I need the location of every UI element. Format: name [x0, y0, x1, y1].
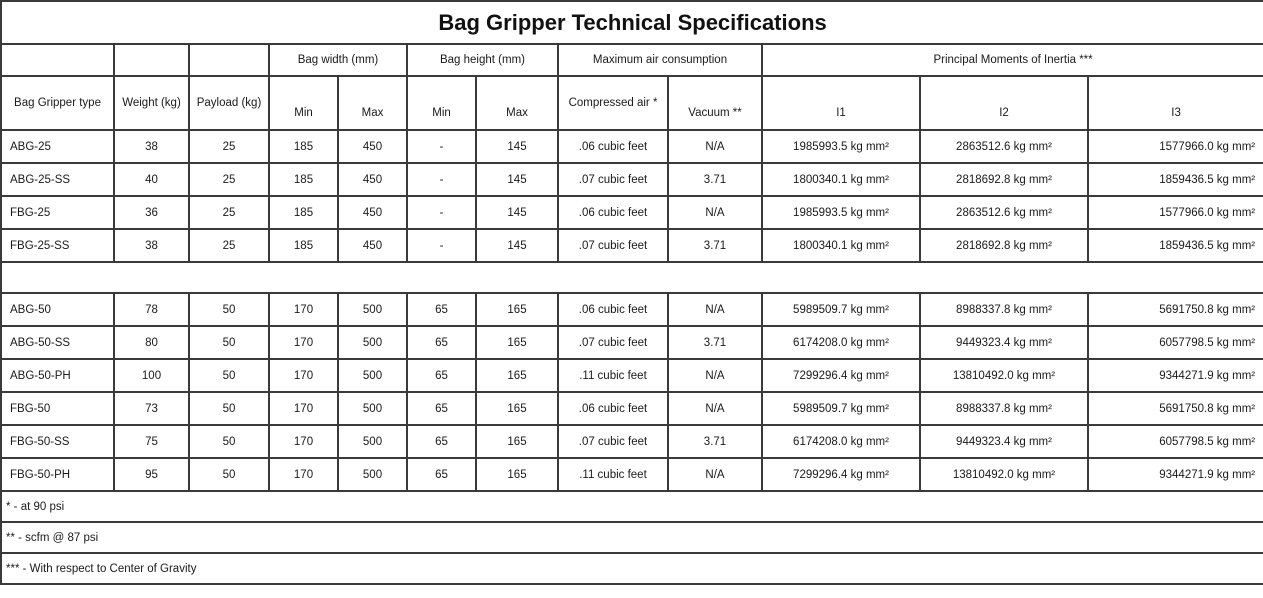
note-row: [1, 491, 1263, 522]
width-max-cell: 500: [338, 359, 407, 392]
i3-cell: 5691750.8 kg mm²: [1088, 293, 1263, 326]
i1-cell: 7299296.4 kg mm²: [762, 359, 920, 392]
i2-cell: 9449323.4 kg mm²: [920, 326, 1088, 359]
i1-cell: 1985993.5 kg mm²: [762, 196, 920, 229]
vacuum-cell: 3.71: [668, 229, 762, 262]
payload-header: Payload (kg): [189, 76, 269, 130]
note-1: * - at 90 psi: [1, 491, 1263, 522]
spacer-row: [1, 262, 1263, 293]
spacer-cell: [1, 262, 1263, 293]
i2-cell: 8988337.8 kg mm²: [920, 293, 1088, 326]
air-consumption-header: Maximum air consumption: [558, 44, 762, 76]
i3-cell: 6057798.5 kg mm²: [1088, 425, 1263, 458]
table-row: [1, 326, 1263, 359]
payload-cell: 50: [189, 458, 269, 491]
i2-cell: 13810492.0 kg mm²: [920, 359, 1088, 392]
i2-header: I2: [920, 76, 1088, 130]
title-row: [1, 1, 1263, 44]
height-min-cell: 65: [407, 458, 476, 491]
table-row: [1, 163, 1263, 196]
i3-cell: 1577966.0 kg mm²: [1088, 196, 1263, 229]
height-min-cell: 65: [407, 425, 476, 458]
weight-header: Weight (kg): [114, 76, 189, 130]
vacuum-cell: N/A: [668, 458, 762, 491]
weight-cell: 75: [114, 425, 189, 458]
i3-cell: 1859436.5 kg mm²: [1088, 163, 1263, 196]
height-max-cell: 145: [476, 130, 558, 163]
vacuum-header: Vacuum **: [668, 76, 762, 130]
compressed-air-cell: .11 cubic feet: [558, 458, 668, 491]
width-max-cell: 500: [338, 326, 407, 359]
width-min-cell: 170: [269, 425, 338, 458]
i1-cell: 6174208.0 kg mm²: [762, 326, 920, 359]
weight-cell: 100: [114, 359, 189, 392]
table-title: Bag Gripper Technical Specifications: [1, 1, 1263, 44]
height-max-cell: 165: [476, 359, 558, 392]
group-header-empty: [114, 44, 189, 76]
type-cell: ABG-50-SS: [1, 326, 114, 359]
group-25-body: [1, 130, 1263, 262]
width-max-cell: 500: [338, 293, 407, 326]
height-max-cell: 145: [476, 163, 558, 196]
height-min-cell: 65: [407, 293, 476, 326]
table-row: [1, 130, 1263, 163]
weight-cell: 80: [114, 326, 189, 359]
width-max-cell: 500: [338, 458, 407, 491]
i1-cell: 1800340.1 kg mm²: [762, 163, 920, 196]
i2-cell: 9449323.4 kg mm²: [920, 425, 1088, 458]
i2-cell: 2818692.8 kg mm²: [920, 163, 1088, 196]
table-row: [1, 359, 1263, 392]
vacuum-cell: N/A: [668, 359, 762, 392]
note-row: [1, 553, 1263, 584]
vacuum-cell: 3.71: [668, 326, 762, 359]
group-50-body: [1, 293, 1263, 491]
table-row: [1, 196, 1263, 229]
payload-cell: 50: [189, 425, 269, 458]
i2-cell: 2863512.6 kg mm²: [920, 130, 1088, 163]
i3-cell: 9344271.9 kg mm²: [1088, 458, 1263, 491]
vacuum-cell: N/A: [668, 293, 762, 326]
height-min-cell: 65: [407, 359, 476, 392]
compressed-air-cell: .07 cubic feet: [558, 229, 668, 262]
i1-cell: 1800340.1 kg mm²: [762, 229, 920, 262]
width-max-cell: 500: [338, 392, 407, 425]
note-2: ** - scfm @ 87 psi: [1, 522, 1263, 553]
i2-cell: 8988337.8 kg mm²: [920, 392, 1088, 425]
type-cell: ABG-25: [1, 130, 114, 163]
height-max-cell: 165: [476, 458, 558, 491]
note-row: [1, 522, 1263, 553]
table-row: [1, 458, 1263, 491]
width-max-cell: 450: [338, 130, 407, 163]
weight-cell: 78: [114, 293, 189, 326]
i2-cell: 13810492.0 kg mm²: [920, 458, 1088, 491]
height-min-cell: -: [407, 196, 476, 229]
payload-cell: 50: [189, 293, 269, 326]
vacuum-cell: N/A: [668, 130, 762, 163]
height-max-cell: 165: [476, 392, 558, 425]
height-max-cell: 145: [476, 229, 558, 262]
i1-cell: 7299296.4 kg mm²: [762, 458, 920, 491]
table-row: [1, 425, 1263, 458]
width-min-cell: 170: [269, 359, 338, 392]
width-min-cell: 170: [269, 326, 338, 359]
i2-cell: 2863512.6 kg mm²: [920, 196, 1088, 229]
i3-cell: 1859436.5 kg mm²: [1088, 229, 1263, 262]
height-min-cell: -: [407, 163, 476, 196]
group-header-empty: [189, 44, 269, 76]
compressed-air-header: Compressed air *: [558, 76, 668, 130]
vacuum-cell: 3.71: [668, 163, 762, 196]
type-cell: FBG-50: [1, 392, 114, 425]
payload-cell: 25: [189, 163, 269, 196]
width-max-cell: 450: [338, 229, 407, 262]
type-header: Bag Gripper type: [1, 76, 114, 130]
height-max-cell: 165: [476, 425, 558, 458]
weight-cell: 40: [114, 163, 189, 196]
type-cell: FBG-25: [1, 196, 114, 229]
vacuum-cell: N/A: [668, 392, 762, 425]
group-header-empty: [1, 44, 114, 76]
bag-height-header: Bag height (mm): [407, 44, 558, 76]
compressed-air-cell: .06 cubic feet: [558, 130, 668, 163]
compressed-air-cell: .06 cubic feet: [558, 293, 668, 326]
compressed-air-cell: .06 cubic feet: [558, 392, 668, 425]
width-max-header: Max: [338, 76, 407, 130]
type-cell: FBG-25-SS: [1, 229, 114, 262]
height-min-cell: 65: [407, 392, 476, 425]
i1-cell: 5989509.7 kg mm²: [762, 293, 920, 326]
inertia-header: Principal Moments of Inertia ***: [762, 44, 1263, 76]
compressed-air-cell: .11 cubic feet: [558, 359, 668, 392]
i2-cell: 2818692.8 kg mm²: [920, 229, 1088, 262]
compressed-air-cell: .06 cubic feet: [558, 196, 668, 229]
i3-header: I3: [1088, 76, 1263, 130]
payload-cell: 25: [189, 130, 269, 163]
width-max-cell: 450: [338, 163, 407, 196]
width-max-cell: 500: [338, 425, 407, 458]
width-min-cell: 185: [269, 130, 338, 163]
height-max-cell: 145: [476, 196, 558, 229]
width-min-cell: 170: [269, 458, 338, 491]
vacuum-cell: 3.71: [668, 425, 762, 458]
type-cell: ABG-50-PH: [1, 359, 114, 392]
table-row: [1, 293, 1263, 326]
payload-cell: 50: [189, 392, 269, 425]
height-min-cell: 65: [407, 326, 476, 359]
weight-cell: 38: [114, 130, 189, 163]
weight-cell: 73: [114, 392, 189, 425]
width-min-cell: 170: [269, 392, 338, 425]
compressed-air-cell: .07 cubic feet: [558, 425, 668, 458]
vacuum-cell: N/A: [668, 196, 762, 229]
sub-header-row: [1, 76, 1263, 130]
type-cell: ABG-50: [1, 293, 114, 326]
height-max-cell: 165: [476, 326, 558, 359]
i3-cell: 1577966.0 kg mm²: [1088, 130, 1263, 163]
weight-cell: 38: [114, 229, 189, 262]
width-min-cell: 185: [269, 163, 338, 196]
compressed-air-cell: .07 cubic feet: [558, 326, 668, 359]
height-min-header: Min: [407, 76, 476, 130]
table-row: [1, 392, 1263, 425]
type-cell: FBG-50-PH: [1, 458, 114, 491]
width-min-header: Min: [269, 76, 338, 130]
payload-cell: 50: [189, 359, 269, 392]
type-cell: FBG-50-SS: [1, 425, 114, 458]
table-row: [1, 229, 1263, 262]
width-min-cell: 185: [269, 229, 338, 262]
width-min-cell: 170: [269, 293, 338, 326]
i3-cell: 5691750.8 kg mm²: [1088, 392, 1263, 425]
i1-header: I1: [762, 76, 920, 130]
type-cell: ABG-25-SS: [1, 163, 114, 196]
i1-cell: 6174208.0 kg mm²: [762, 425, 920, 458]
payload-cell: 25: [189, 229, 269, 262]
weight-cell: 95: [114, 458, 189, 491]
width-min-cell: 185: [269, 196, 338, 229]
height-min-cell: -: [407, 229, 476, 262]
notes-body: [1, 491, 1263, 584]
weight-cell: 36: [114, 196, 189, 229]
i3-cell: 6057798.5 kg mm²: [1088, 326, 1263, 359]
i3-cell: 9344271.9 kg mm²: [1088, 359, 1263, 392]
width-max-cell: 450: [338, 196, 407, 229]
height-min-cell: -: [407, 130, 476, 163]
bag-width-header: Bag width (mm): [269, 44, 407, 76]
i1-cell: 1985993.5 kg mm²: [762, 130, 920, 163]
height-max-header: Max: [476, 76, 558, 130]
compressed-air-cell: .07 cubic feet: [558, 163, 668, 196]
note-3: *** - With respect to Center of Gravity: [1, 553, 1263, 584]
height-max-cell: 165: [476, 293, 558, 326]
payload-cell: 50: [189, 326, 269, 359]
payload-cell: 25: [189, 196, 269, 229]
i1-cell: 5989509.7 kg mm²: [762, 392, 920, 425]
group-header-row: [1, 44, 1263, 76]
